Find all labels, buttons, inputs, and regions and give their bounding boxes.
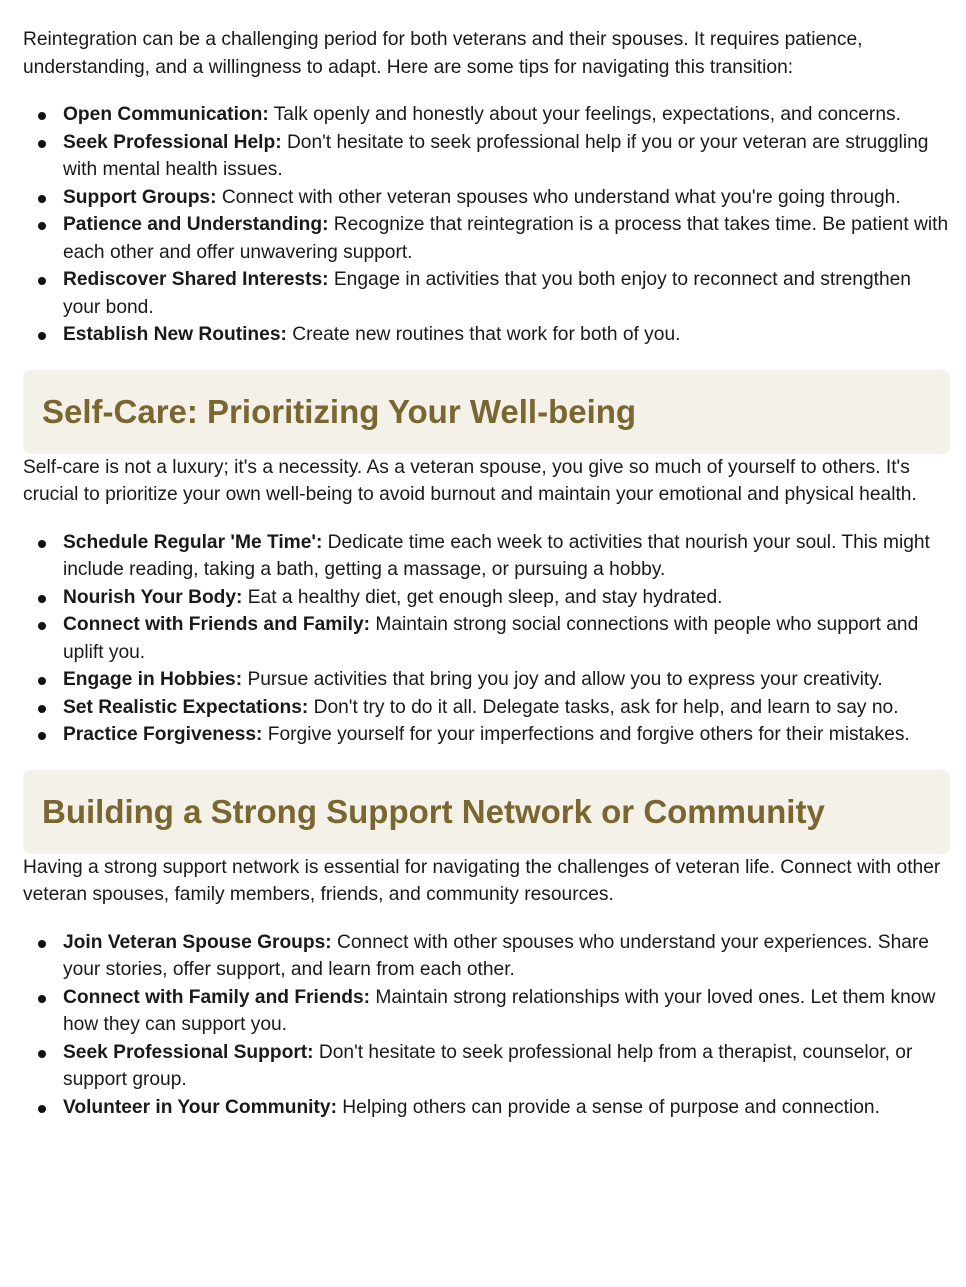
list-item <box>23 321 950 349</box>
tip-term: Open Communication: <box>63 104 269 125</box>
support-network-section-header <box>23 770 950 854</box>
tip-text: Recognize that reintegration is a process that takes time. Be patient with each other and offer unwavering support. <box>63 214 949 263</box>
list-item <box>23 666 950 694</box>
list-item <box>23 1094 950 1122</box>
tip-term: Seek Professional Support: <box>63 1041 314 1063</box>
self-care-heading: Self-Care: Prioritizing Your Well-being <box>42 392 637 430</box>
tip-text: Maintain strong relationships with your loved ones. Let them know how they can support you. <box>63 986 936 1035</box>
list-item <box>23 529 950 584</box>
bullet-icon <box>38 277 46 285</box>
tip-text: Forgive yourself for your imperfections and forgive others for their mistakes. <box>262 724 910 745</box>
support-network-tips-list <box>23 929 950 1122</box>
list-item <box>23 266 950 321</box>
tip-term: Establish New Routines: <box>63 324 287 345</box>
tip-term: Engage in Hobbies: <box>63 669 243 690</box>
bullet-icon <box>38 995 46 1003</box>
bullet-icon <box>38 140 46 148</box>
tip-text: Don't try to do it all. Delegate tasks, ask for help, and learn to say no. <box>308 696 899 718</box>
self-care-section-header <box>23 370 950 454</box>
list-item <box>23 584 950 612</box>
list-item <box>23 929 950 984</box>
tip-term: Schedule Regular 'Me Time': <box>63 531 323 553</box>
list-item <box>23 1039 950 1094</box>
tip-term: Join Veteran Spouse Groups: <box>63 931 332 953</box>
tip-text: Connect with other spouses who understand your experiences. Share your stories, offer support, and learn from each other. <box>63 931 929 980</box>
tip-text: Create new routines that work for both of you. <box>286 324 681 345</box>
tip-text: Dedicate time each week to activities that nourish your soul. This might include reading, taking a bath, getting a massage, or pursuing a hobby. <box>63 531 930 580</box>
tip-term: Volunteer in Your Community: <box>63 1096 337 1118</box>
bullet-icon <box>38 540 46 548</box>
tip-text: Talk openly and honestly about your feelings, expectations, and concerns. <box>268 104 901 125</box>
tip-text: Don't hesitate to seek professional help from a therapist, counselor, or support group. <box>63 1041 913 1090</box>
list-item <box>23 101 950 129</box>
list-item <box>23 694 950 722</box>
tip-text: Eat a healthy diet, get enough sleep, and stay hydrated. <box>242 586 723 608</box>
tip-text: Pursue activities that bring you joy and allow you to express your creativity. <box>242 669 883 690</box>
bullet-icon <box>38 1105 46 1113</box>
list-item <box>23 129 950 184</box>
bullet-icon <box>38 222 46 230</box>
list-item <box>23 211 950 266</box>
tip-text: Maintain strong social connections with people who support and uplift you. <box>63 614 919 663</box>
list-item <box>23 184 950 212</box>
tip-term: Support Groups: <box>63 186 217 208</box>
bullet-icon <box>38 677 46 685</box>
support-network-heading: Building a Strong Support Network or Community <box>42 792 825 830</box>
list-item <box>23 611 950 666</box>
tip-text: Helping others can provide a sense of purpose and connection. <box>336 1096 880 1118</box>
tip-text: Don't hesitate to seek professional help if you or your veteran are struggling with mental health issues. <box>63 131 929 180</box>
bullet-icon <box>38 940 46 948</box>
tip-term: Rediscover Shared Interests: <box>63 269 329 290</box>
bullet-icon <box>38 622 46 630</box>
bullet-icon <box>38 595 46 603</box>
tip-term: Connect with Friends and Family: <box>63 614 371 635</box>
reintegration-paragraph: Reintegration can be a challenging period for both veterans and their spouses. It requires patience, understanding, and a willingness to adapt. Here are some tips for navigating this transition: <box>23 29 863 78</box>
tip-term: Set Realistic Expectations: <box>63 696 309 718</box>
self-care-paragraph: Self-care is not a luxury; it's a necessity. As a veteran spouse, you give so much of yourself to others. It's crucial to prioritize your own well-being to avoid burnout and maintain your emotional and physical health. <box>23 456 917 505</box>
tip-term: Nourish Your Body: <box>63 586 243 608</box>
tip-term: Seek Professional Help: <box>63 131 282 153</box>
bullet-icon <box>38 112 46 120</box>
reintegration-tips-list <box>23 101 950 349</box>
list-item <box>23 721 950 749</box>
support-network-paragraph: Having a strong support network is essential for navigating the challenges of veteran life. Connect with other veteran spouses, family members, friends, and community resources. <box>23 856 941 905</box>
bullet-icon <box>38 332 46 340</box>
tip-text: Engage in activities that you both enjoy to reconnect and strengthen your bond. <box>63 269 911 318</box>
bullet-icon <box>38 1050 46 1058</box>
tip-term: Practice Forgiveness: <box>63 724 263 745</box>
tip-term: Patience and Understanding: <box>63 214 329 235</box>
bullet-icon <box>38 705 46 713</box>
bullet-icon <box>38 195 46 203</box>
tip-term: Connect with Family and Friends: <box>63 986 371 1008</box>
list-item <box>23 984 950 1039</box>
tip-text: Connect with other veteran spouses who understand what you're going through. <box>216 186 901 208</box>
self-care-tips-list <box>23 529 950 749</box>
bullet-icon <box>38 732 46 740</box>
